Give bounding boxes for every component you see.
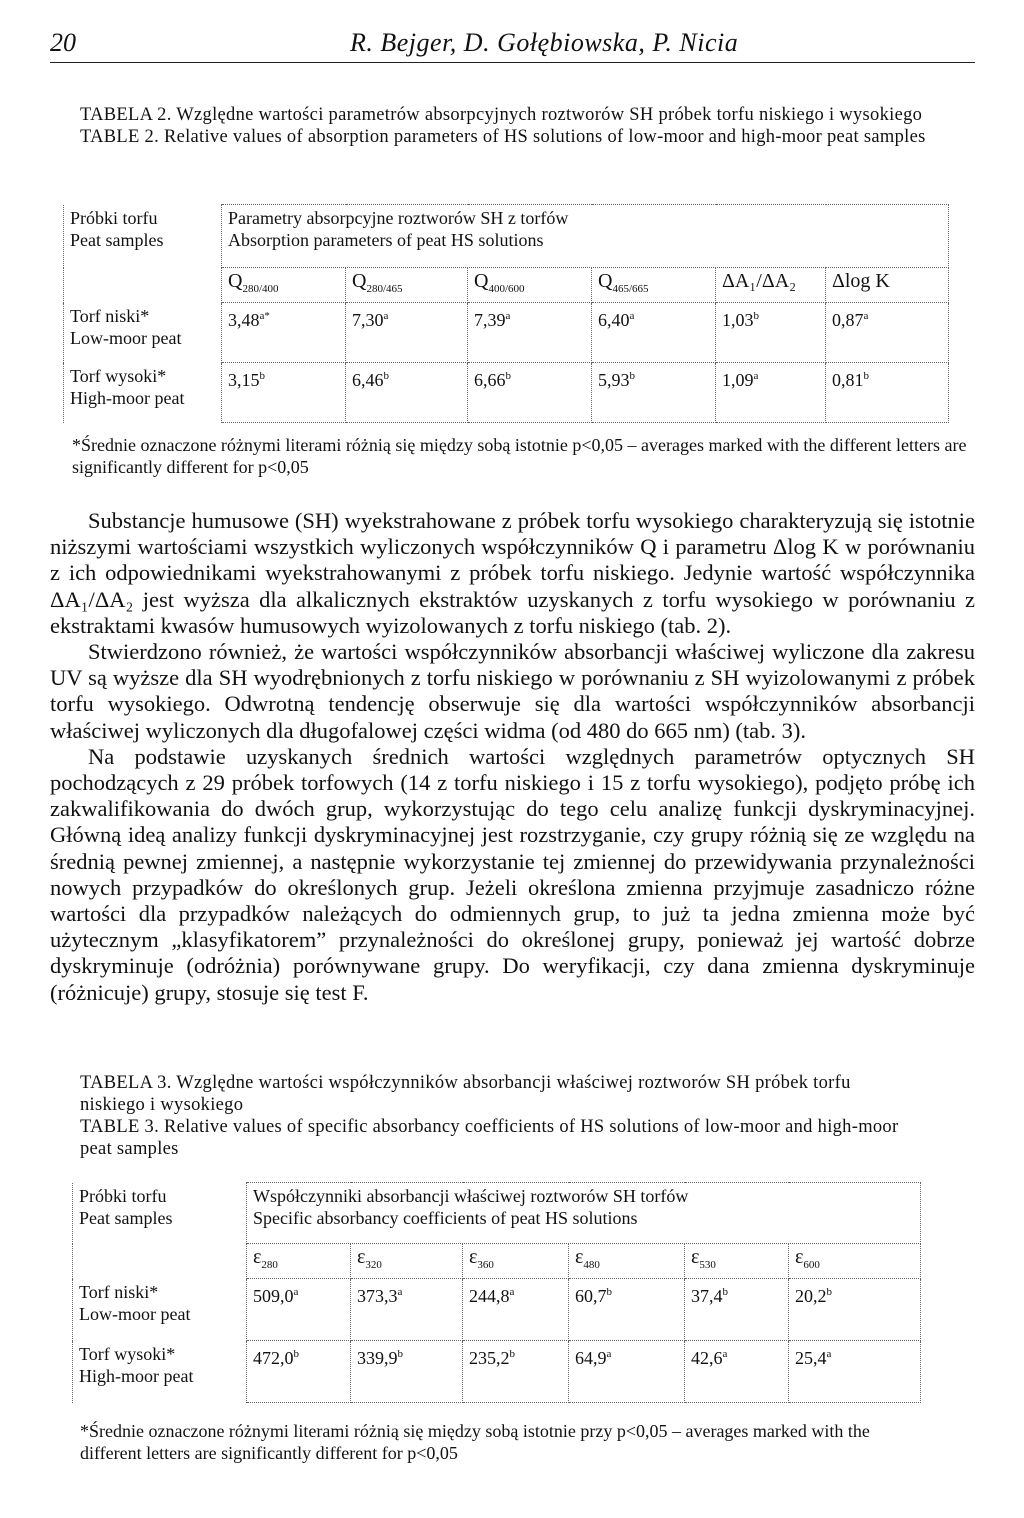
table-cell: [351, 1279, 463, 1341]
table2-col0-header-pl: Próbki torfu: [70, 207, 158, 228]
significance-letter: a: [509, 1286, 515, 1298]
table-cell: [468, 303, 592, 363]
column-subscript: 280/400: [242, 283, 279, 295]
table3-group-header-pl: Współczynniki absorbancji właściwej roztworów SH torfów: [253, 1186, 689, 1206]
column-subscript: 480: [583, 1259, 600, 1271]
cell-value: 1,03: [722, 310, 754, 330]
cell-value: 5,93: [598, 370, 630, 390]
column-header: [351, 1244, 463, 1279]
cell-value: 1,09: [722, 370, 754, 390]
table-cell: [685, 1279, 789, 1341]
column-symbol: $Q_{465/665}$: [598, 270, 649, 295]
table3-caption-pl: TABELA 3. Względne wartości współczynników absorbancji właściwej roztworów SH próbek torfu niskiego i wysokiego: [80, 1073, 851, 1115]
significance-letter: a: [629, 310, 635, 322]
row-label-en: High-moor peat: [70, 387, 185, 408]
column-header: [592, 268, 716, 303]
table-cell: [346, 363, 468, 423]
significance-letter: b: [722, 1286, 728, 1298]
body-paragraph: Substancje humusowe (SH) wyekstrahowane z próbek torfu wysokiego charakteryzują się istotnie niższymi wartościami wszystkich wyliczonych współczynników Q i parametru Δlog K w porównaniu z ich odpowiednikami wyekstrahowanymi z próbek torfu niskiego. Jedynie wartość współczynnika ΔA₁/ΔA₂ jest wyższa dla alkalicznych ekstraktów uzyskanych z torfu wysokiego w porównaniu z ekstraktami kwasów humusowych wyizolowanych z torfu niskiego (tab. 2).: [50, 508, 975, 638]
column-symbol: $\varepsilon_{360}$: [469, 1246, 494, 1271]
page-number: 20: [50, 28, 76, 57]
significance-letter: b: [826, 1286, 832, 1298]
significance-letter: b: [397, 1348, 403, 1360]
row-label-pl: Torf wysoki*: [79, 1343, 176, 1364]
row-label: [64, 303, 222, 363]
column-symbol: $\varepsilon_{530}$: [691, 1246, 716, 1271]
table-cell: [789, 1341, 921, 1403]
table3-group-header-en: Specific absorbancy coefficients of peat HS solutions: [253, 1208, 638, 1228]
row-label: [73, 1279, 247, 1341]
cell-value: 339,9: [357, 1348, 398, 1368]
table-cell: [569, 1341, 685, 1403]
significance-letter: a: [753, 370, 759, 382]
significance-letter: b: [863, 370, 869, 382]
significance-letter: a: [397, 1286, 403, 1298]
row-label-pl: Torf niski*: [70, 305, 150, 326]
column-subscript: 400/600: [488, 283, 525, 295]
cell-value: 37,4: [691, 1286, 723, 1306]
table2-col0-header-en: Peat samples: [70, 229, 164, 250]
column-header: [468, 268, 592, 303]
cell-value: 472,0: [253, 1348, 294, 1368]
column-header: [789, 1244, 921, 1279]
significance-letter: b: [606, 1286, 612, 1298]
body-text: [50, 508, 975, 1006]
table2-header-row: [64, 205, 949, 268]
table3-col0-header: [73, 1183, 247, 1279]
table3: [72, 1182, 921, 1403]
cell-value: 6,66: [474, 370, 506, 390]
cell-value: 20,2: [795, 1286, 827, 1306]
significance-letter: b: [293, 1348, 299, 1360]
table-cell: [592, 303, 716, 363]
table-cell: [463, 1279, 569, 1341]
table-cell: [789, 1279, 921, 1341]
significance-letter: b: [629, 370, 635, 382]
table2-group-header: [222, 205, 949, 268]
table2-col0-header: [64, 205, 222, 303]
table-cell: [346, 303, 468, 363]
cell-value: 373,3: [357, 1286, 398, 1306]
table-cell: [222, 363, 346, 423]
column-header: [826, 268, 949, 303]
table3-header-row: [73, 1183, 921, 1244]
cell-value: 60,7: [575, 1286, 607, 1306]
significance-letter: b: [753, 310, 759, 322]
cell-value: 6,46: [352, 370, 384, 390]
cell-value: 0,81: [832, 370, 864, 390]
table2-footnote: *Średnie oznaczone różnymi literami różnią się między sobą istotnie p<0,05 – averages marked with the different letters are significantly different for p<0,05: [72, 435, 967, 477]
table-cell: [468, 363, 592, 423]
significance-letter: a: [606, 1348, 612, 1360]
column-subscript: 465/665: [612, 283, 649, 295]
table3-caption-en: TABLE 3. Relative values of specific absorbancy coefficients of HS solutions of low-moor and high-moor peat samples: [80, 1117, 899, 1159]
body-paragraph: Na podstawie uzyskanych średnich wartości względnych parametrów optycznych SH pochodzących z 29 próbek torfowych (14 z torfu niskiego i 15 z torfu wysokiego), podjęto próbę ich zakwalifikowania do dwóch grup, wykorzystując do tego celu analizę funkcji dyskryminacyjnej. Główną ideą analizy funkcji dyskryminacyjnej jest rozstrzyganie, czy grupy różnią się ze względu na średnią pewnej zmiennej, a następnie wykorzystanie tej zmiennej do przewidywania przynależności nowych przypadków do określonych grup. Jeżeli określona zmienna przyjmuje zasadniczo różne wartości dla przypadków należących do odmiennych grup, to już ta jedna zmienna może być użytecznym „klasyfikatorem” przynależności do określonej grupy, ponieważ jej wartość dobrze dyskryminuje (odróżnia) porównywane grupy. Do weryfikacji, czy dana zmienna dyskryminuje (różnicuje) grupy, stosuje się test F.: [50, 743, 975, 1005]
table2-group-header-pl: Parametry absorpcyjne roztworów SH z torfów: [228, 208, 569, 228]
column-subscript: 360: [477, 1259, 494, 1271]
column-symbol: $Q_{280/465}$: [352, 270, 403, 295]
column-header: [247, 1244, 351, 1279]
table2-caption: [80, 104, 940, 148]
column-subscript: 600: [803, 1259, 820, 1271]
column-symbol: $\varepsilon_{280}$: [253, 1246, 278, 1271]
row-label-en: Low-moor peat: [79, 1303, 191, 1324]
row-label-en: High-moor peat: [79, 1365, 194, 1386]
table-cell: [685, 1341, 789, 1403]
table-row: [64, 303, 949, 363]
significance-letter: a: [826, 1348, 832, 1360]
significance-letter: a: [505, 310, 511, 322]
table-cell: [569, 1279, 685, 1341]
table3-caption: [80, 1072, 910, 1160]
row-label-en: Low-moor peat: [70, 327, 182, 348]
table-cell: [716, 363, 826, 423]
table-row: [73, 1279, 921, 1341]
running-header: [50, 28, 975, 63]
table3-col0-header-pl: Próbki torfu: [79, 1185, 167, 1206]
cell-value: 7,30: [352, 310, 384, 330]
row-label: [64, 363, 222, 423]
table2-caption-pl: TABELA 2. Względne wartości parametrów absorpcyjnych roztworów SH próbek torfu niskiego i wysokiego: [80, 105, 923, 125]
running-head-authors: R. Bejger, D. Gołębiowska, P. Nicia: [350, 28, 739, 57]
significance-letter: a: [722, 1348, 728, 1360]
cell-value: 64,9: [575, 1348, 607, 1368]
column-symbol: $\varepsilon_{600}$: [795, 1246, 820, 1271]
table3-col0-header-en: Peat samples: [79, 1207, 173, 1228]
table-cell: [247, 1279, 351, 1341]
cell-value: 42,6: [691, 1348, 723, 1368]
cell-value: 25,4: [795, 1348, 827, 1368]
column-symbol: Δlog K: [832, 270, 890, 292]
column-symbol: $\varepsilon_{480}$: [575, 1246, 600, 1271]
column-header: [569, 1244, 685, 1279]
body-paragraph: Stwierdzono również, że wartości współczynników absorbancji właściwej wyliczone dla zakresu UV są wyższe dla SH wyodrębnionych z torfu niskiego w porównaniu z SH wyizolowanymi z próbek torfu wysokiego. Odwrotną tendencję obserwuje się dla wartości współczynników absorbancji właściwej wyliczonych dla długofalowej części widma (od 480 do 665 nm) (tab. 3).: [50, 639, 975, 743]
row-label: [73, 1341, 247, 1403]
column-symbol: $\varepsilon_{320}$: [357, 1246, 382, 1271]
cell-value: 7,39: [474, 310, 506, 330]
column-subscript: 320: [365, 1259, 382, 1271]
table-row: [64, 363, 949, 423]
table-cell: [826, 363, 949, 423]
table-cell: [716, 303, 826, 363]
cell-value: 244,8: [469, 1286, 510, 1306]
column-symbol: $Q_{280/400}$: [228, 270, 279, 295]
cell-value: 6,40: [598, 310, 630, 330]
column-subscript: 530: [699, 1259, 716, 1271]
table3-group-header: [247, 1183, 921, 1244]
column-header: [716, 268, 826, 303]
significance-letter: b: [383, 370, 389, 382]
cell-value: 0,87: [832, 310, 864, 330]
significance-letter: a: [863, 310, 869, 322]
row-label-pl: Torf wysoki*: [70, 365, 167, 386]
column-header: [685, 1244, 789, 1279]
column-symbol: ΔA₁/ΔA₂: [722, 270, 797, 292]
significance-letter: b: [505, 370, 511, 382]
table-cell: [463, 1341, 569, 1403]
cell-value: 3,48: [228, 310, 260, 330]
cell-value: 509,0: [253, 1286, 294, 1306]
table-cell: [222, 303, 346, 363]
row-label-pl: Torf niski*: [79, 1281, 159, 1302]
table-cell: [247, 1341, 351, 1403]
table-row: [73, 1341, 921, 1403]
cell-value: 3,15: [228, 370, 260, 390]
column-subscript: 280: [261, 1259, 278, 1271]
column-header: [346, 268, 468, 303]
column-symbol: $Q_{400/600}$: [474, 270, 525, 295]
significance-letter: a: [383, 310, 389, 322]
column-header: [463, 1244, 569, 1279]
column-header: [222, 268, 346, 303]
table-cell: [826, 303, 949, 363]
significance-letter: a*: [259, 310, 270, 322]
significance-letter: b: [509, 1348, 515, 1360]
table3-footnote: *Średnie oznaczone różnymi literami różnią się między sobą istotnie przy p<0,05 – averages marked with the different letters are significantly different for p<0,05: [80, 1421, 870, 1463]
table2-group-header-en: Absorption parameters of peat HS solutions: [228, 230, 544, 250]
significance-letter: a: [293, 1286, 299, 1298]
significance-letter: b: [259, 370, 265, 382]
table-cell: [592, 363, 716, 423]
cell-value: 235,2: [469, 1348, 510, 1368]
table2-caption-en: TABLE 2. Relative values of absorption parameters of HS solutions of low-moor and high-moor peat samples: [80, 127, 926, 147]
table-cell: [351, 1341, 463, 1403]
table2: [63, 204, 949, 423]
column-subscript: 280/465: [366, 283, 403, 295]
